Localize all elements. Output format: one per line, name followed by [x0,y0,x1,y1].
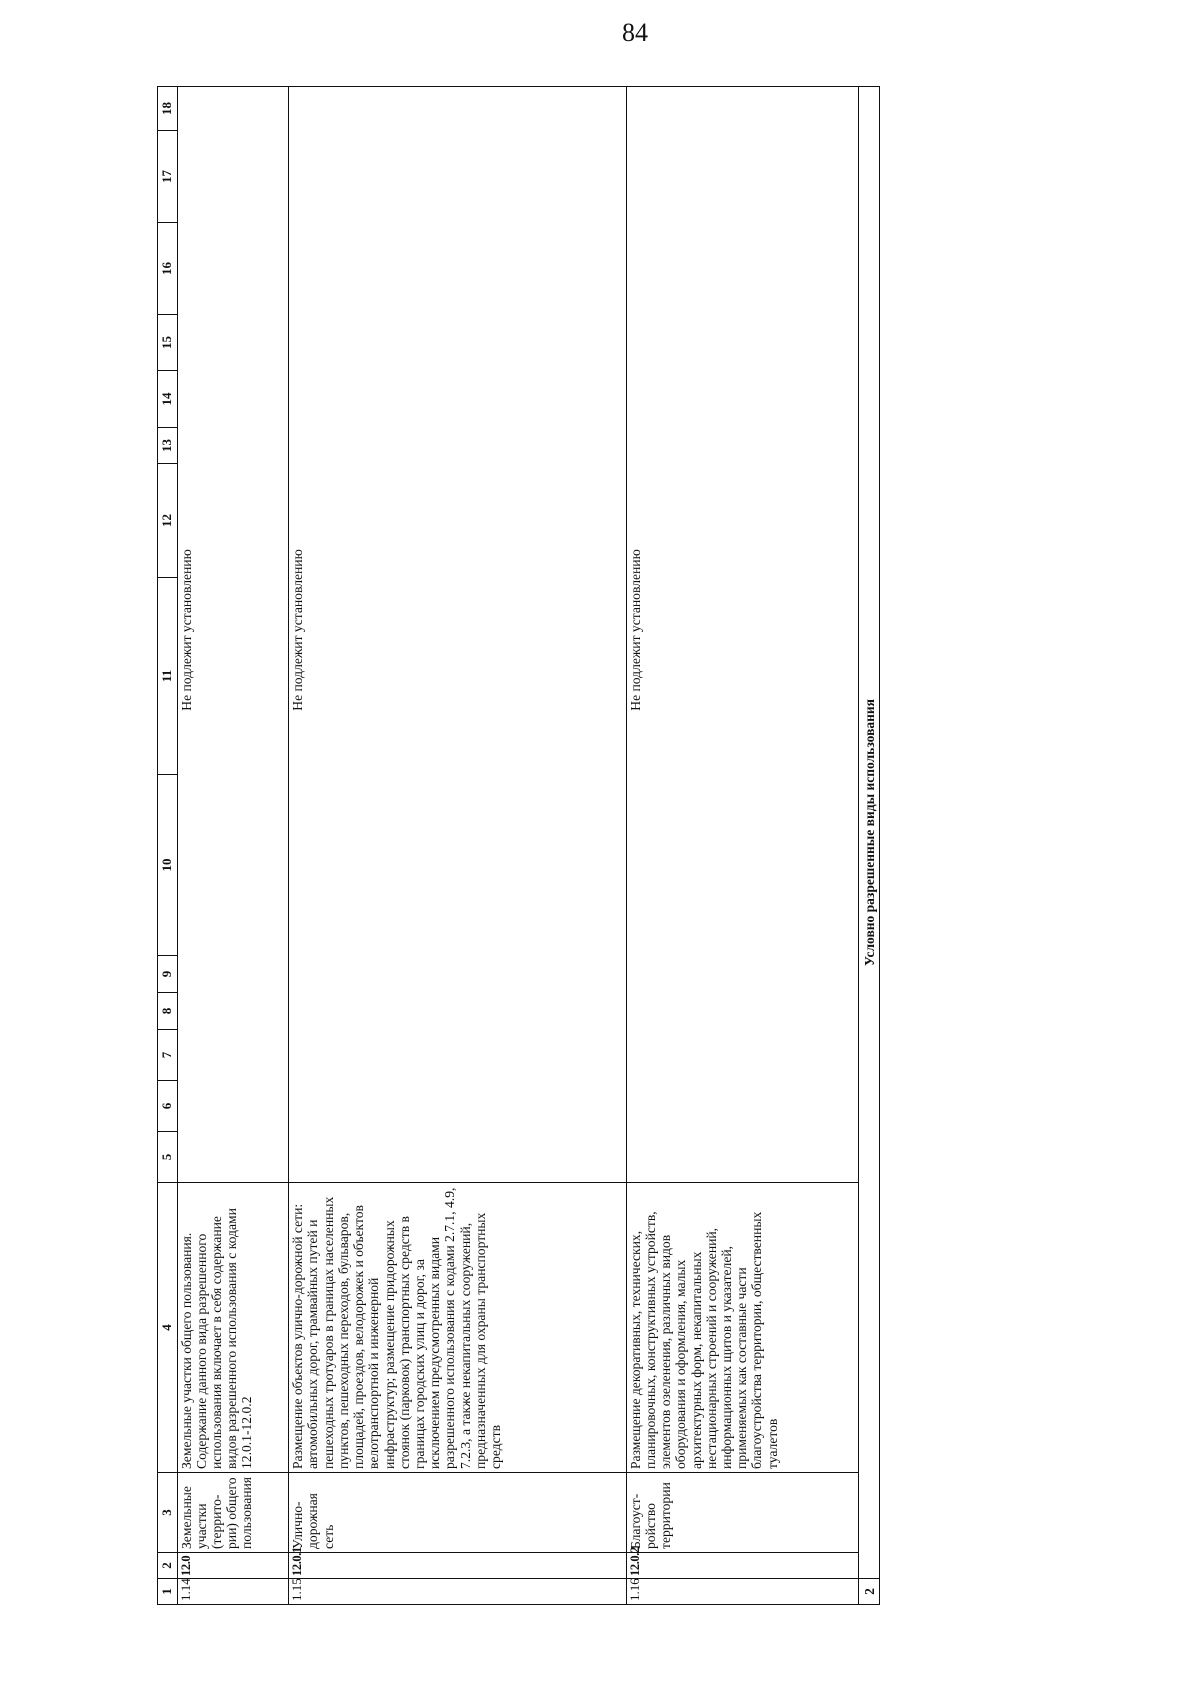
table-row [289,87,626,1605]
header-row [158,87,178,1605]
column-header: 11 [158,578,178,775]
column-header: 8 [158,993,178,1030]
column-header: 10 [158,775,178,956]
row-description: Размещение объектов улично-дорожной сети: автомобильных дорог, трамвайных путей и пешеходных тротуаров в границах населенных пунктов, пешеходных переходов, бульваров, площадей, проездов, велодорожек и объектов велотранспортной и инженерной инфраструктур; размещение придорожных стоянок (парковок) транспортных средств в границах городских улиц и дорог, за исключением предусмотренных видами разрешенного использования с кодами 2.7.1, 4.9, 7.2.3, а также некапитальных сооружений, предназначенных для охраны транспортных средств [289,1183,626,1473]
row-number: 1.14 [177,1579,289,1605]
row-number: 1.15 [289,1579,626,1605]
section-title: Условно разрешенные виды использования [859,87,880,1579]
page-number: 84 [622,18,648,47]
column-header: 1 [158,1579,178,1605]
row-note: Не подлежит установлению [177,87,289,1183]
section-row [859,87,880,1605]
row-note: Не подлежит установлению [626,87,859,1183]
column-header: 18 [158,87,178,131]
table-row [626,87,859,1605]
row-name: Земельные участки (террито-рии) общего пользования [177,1473,289,1553]
column-header: 7 [158,1030,178,1081]
row-number: 1.16 [626,1579,859,1605]
column-header: 3 [158,1473,178,1553]
column-header: 13 [158,428,178,464]
column-header: 9 [158,956,178,993]
row-code: 12.0 [177,1553,289,1579]
table-row [177,87,289,1605]
column-header: 6 [158,1081,178,1132]
column-header: 12 [158,464,178,578]
row-name: Благоуст-ройство территории [626,1473,859,1553]
column-header: 5 [158,1132,178,1183]
column-header: 17 [158,131,178,223]
row-code: 12.0.1 [289,1553,626,1579]
column-header: 2 [158,1553,178,1579]
row-description: Земельные участки общего пользования. Содержание данного вида разрешенного использования включает в себя содержание видов разрешенного использования с кодами 12.0.1-12.0.2 [177,1183,289,1473]
row-code: 12.0.2 [626,1553,859,1579]
rotated-table-container [157,102,880,1605]
column-header: 16 [158,223,178,315]
land-use-table [157,86,880,1605]
column-header: 14 [158,371,178,428]
section-number: 2 [859,1579,880,1605]
row-name: Улично-дорожная сеть [289,1473,626,1553]
column-header: 4 [158,1183,178,1473]
row-note: Не подлежит установлению [289,87,626,1183]
column-header: 15 [158,315,178,371]
row-description: Размещение декоративных, технических, планировочных, конструктивных устройств, элементов озеленения, различных видов оборудования и оформления, малых архитектурных форм, некапитальных нестационарных строений и сооружений, информационных щитов и указателей, применяемых как составные части благоустройства территории, общественных туалетов [626,1183,859,1473]
